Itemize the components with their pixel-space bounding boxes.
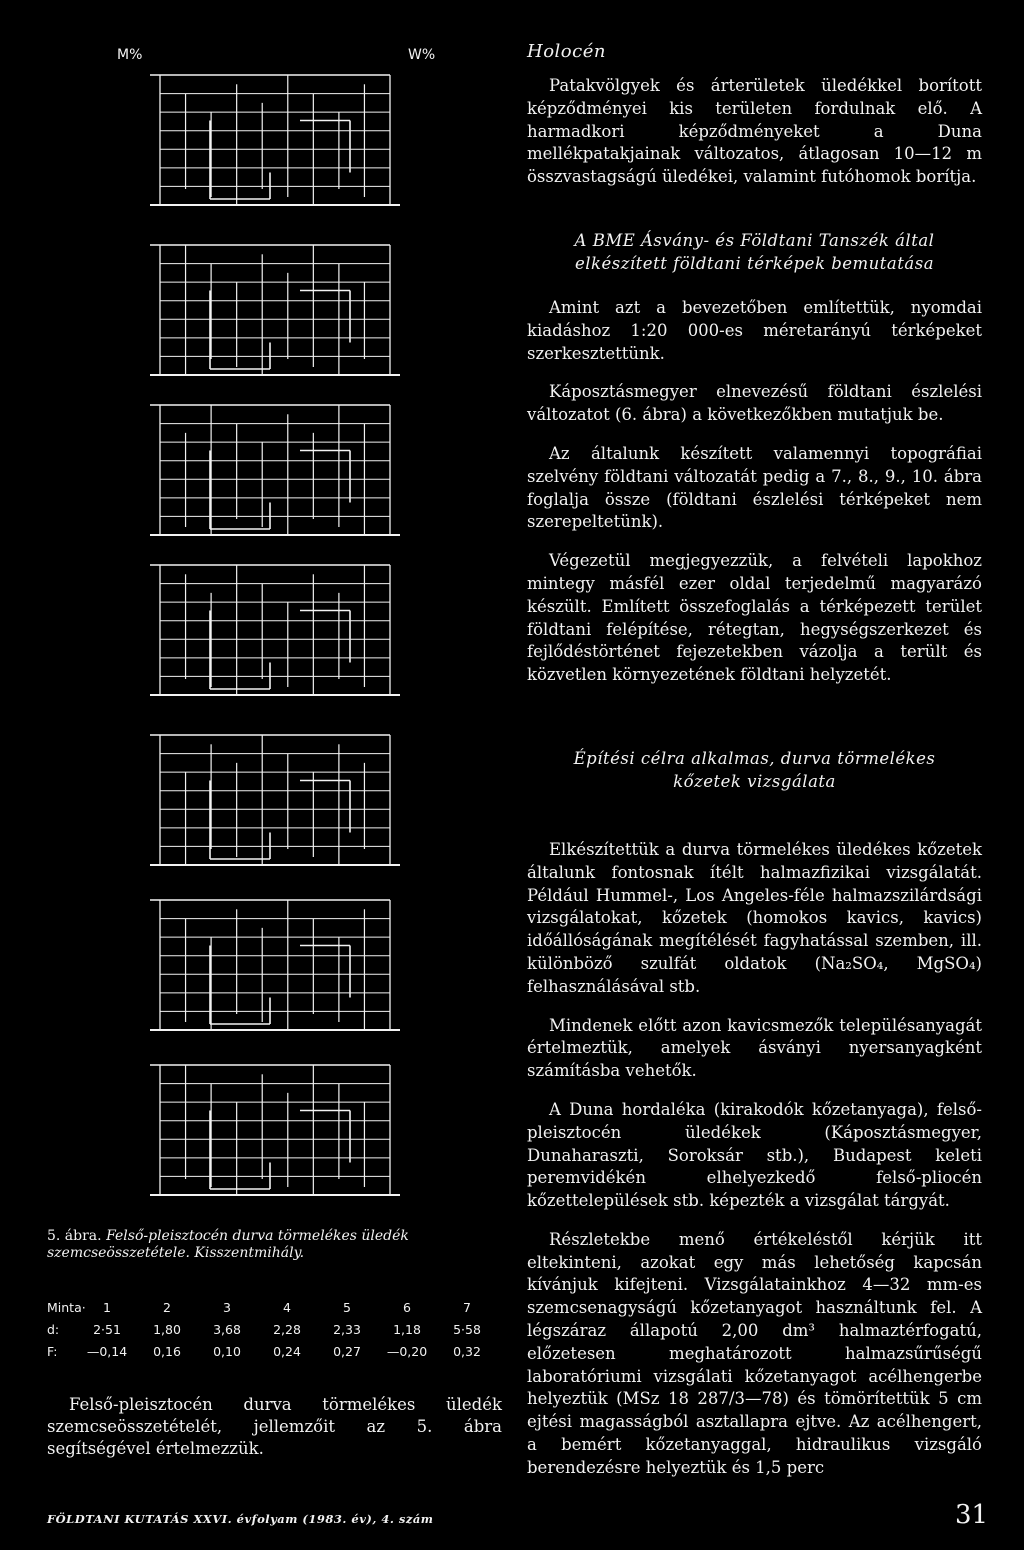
paragraph: Részletekbe menő értékeléstől kérjük itt eltekinteni, azokat egy más lehetőség kapcsán kívánjuk kifejteni. Vizsgálatainkhoz 4—32 mm-es szemcsenagyságú kőzetanyagot használtunk fel. A légszáraz állapotú 2,00 dm³ halmaztérfogatú, előzetesen meghatározott halmazsűrűségű laboratóriumi vizsgálati kőzetanyagot acélhengerbe helyeztük (MSz 18 287/3—78) és tömörítettük 5 cm ejtési magasságból asztallapra ejtve. Az acélhengert, a bemért kőzetanyaggal, hidraulikus vizsgáló berendezésre helyeztük és 1,5 perc xyxy=(527,1229,982,1477)
paragraph: Elkészítettük a durva törmelékes üledékes kőzetek általunk fontosnak ítélt halmazfizikai vizsgálatát. Például Hummel-, Los Angeles-féle halmazszilárdsági vizsgálatokat, kőzetek (homokos kavics, kavics) időállóságának megítélését fagyhatással szemben, ill. különböző szulfát oldatok (Na₂SO₄, MgSO₄) felhasználásával stb. xyxy=(527,839,982,996)
paragraph: Az általunk készített valamennyi topográfiai szelvény földtani változatát pedig a 7., 8., 9., 10. ábra foglalja össze (földtani észlelési térképeket nem szerepeltetünk). xyxy=(527,443,982,532)
page-number: 31 xyxy=(955,1500,989,1530)
paragraph: Káposztásmegyer elnevezésű földtani észlelési változatot (6. ábra) a következőkben mutatjuk be. xyxy=(527,382,982,425)
section-title-maps: A BME Ásvány- és Földtani Tanszék által elkészített földtani térképek bemutatása xyxy=(574,230,935,273)
section-title-rock-tests: Építési célra alkalmas, durva törmelékes kőzetek vizsgálata xyxy=(573,748,936,791)
table-row: d: 2·51 1,80 3,68 2,28 2,33 1,18 5·58 xyxy=(47,1321,481,1337)
left-paragraph: Felső-pleisztocén durva törmelékes üledék szemcseösszetételét, jellemzőit az 5. ábra segítségével értelmezzük. xyxy=(47,1395,502,1458)
paragraph: Patakvölgyek és árterületek üledékkel borított képződményei kis területen fordulnak elő. A harmadkori képződményeket a Duna mellékpatakjainak változatos, átlagosan 10—12 m összvastagságú üledékei, valamint futóhomok borítja. xyxy=(527,76,982,187)
table-row: F: —0,14 0,16 0,10 0,24 0,27 —0,20 0,32 xyxy=(47,1343,481,1359)
caption-text: Felső-pleisztocén durva törmelékes üledék szemcseösszetétele. Kisszentmihály. xyxy=(47,1228,409,1261)
figure-caption xyxy=(47,1228,502,1262)
paragraph: Amint azt a bevezetőben említettük, nyomdai kiadáshoz 1:20 000-es méretarányú térképeket szerkesztettünk. xyxy=(527,297,982,363)
table-row: Minta· 1 2 3 4 5 6 7 xyxy=(47,1299,471,1315)
figure-data-table xyxy=(47,1296,502,1362)
axis-label-m-percent: M% xyxy=(117,47,143,63)
caption-label: 5. ábra. xyxy=(47,1228,102,1244)
figure-5-histograms xyxy=(100,45,436,1225)
axis-label-w-percent: W% xyxy=(408,47,436,63)
paragraph: Végezetül megjegyezzük, a felvételi lapokhoz mintegy másfél ezer oldal terjedelmű magyarázó készült. Említett összefoglalás a térképezett terület földtani felépítése, rétegtan, hegységszerkezet és fejlődéstörténet fejezetekben vázolja a terült és közvetlen környezetének földtani helyzetét. xyxy=(527,551,982,685)
right-column xyxy=(527,40,982,1496)
paragraph: A Duna hordaléka (kirakodók kőzetanyaga), felső-pleisztocén üledékek (Káposztásmegyer, Dunaharaszti, Soroksár stb.), Budapest keleti peremvidékén elhelyezkedő felső-pliocén kőzettelepülések stb. képezték a vizsgálat tárgyát. xyxy=(527,1099,982,1211)
paragraph: Mindenek előtt azon kavicsmezők településanyagát értelmeztük, amelyek ásványi nyersanyagként számításba vehetők. xyxy=(527,1015,982,1081)
histogram-panels xyxy=(100,45,410,1225)
holocen-heading: Holocén xyxy=(527,41,606,62)
journal-footer: FÖLDTANI KUTATÁS XXVI. évfolyam (1983. év), 4. szám xyxy=(47,1512,434,1526)
